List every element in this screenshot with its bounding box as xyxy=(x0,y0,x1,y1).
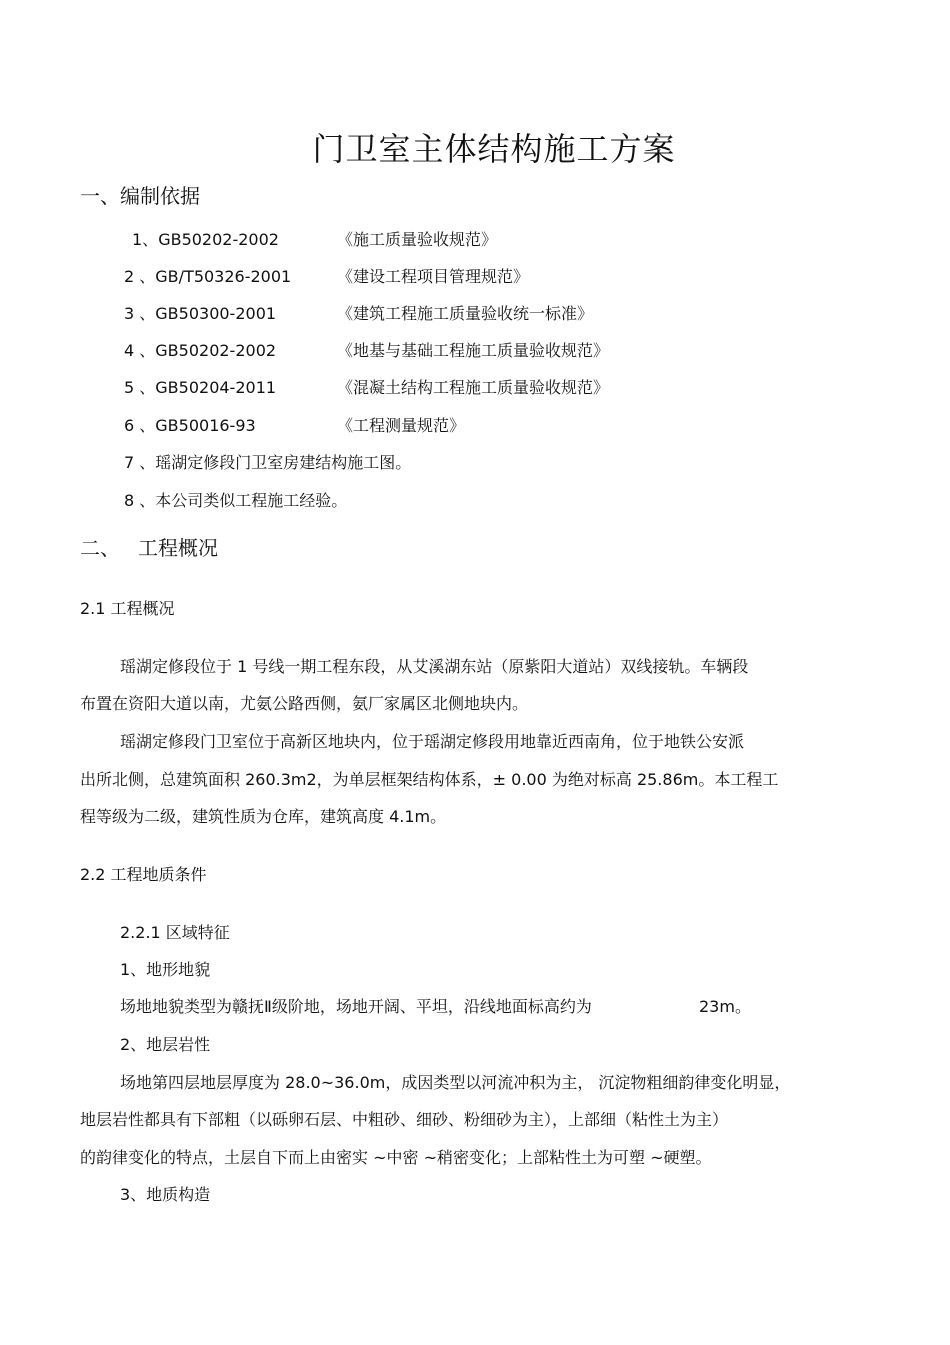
paragraph-line: 出所北侧，总建筑面积 260.3m2，为单层框架结构体系，± 0.00 为绝对标高 25.86m。本工程工 xyxy=(80,770,779,789)
ref-item-5 xyxy=(124,375,276,398)
ref-name: 《施工质量验收规范》 xyxy=(337,230,498,249)
ref-item-6 xyxy=(124,413,256,436)
paragraph-line: 程等级为二级，建筑性质为仓库，建筑高度 4.1m。 xyxy=(80,807,447,826)
paragraph-line: 场地第四层地层厚度为 28.0~36.0m，成因类型以河流冲积为主， 沉淀物粗细韵律变化明显， xyxy=(120,1073,791,1092)
ref-number: 3 、 xyxy=(124,304,156,323)
ref-name: 《混凝土结构工程施工质量验收规范》 xyxy=(337,378,610,397)
ref-item-2 xyxy=(124,264,291,287)
ref-code: GB50016-93 xyxy=(155,416,256,435)
section-2-heading-number: 二、 xyxy=(80,536,120,560)
list-item-title: 2、地层岩性 xyxy=(120,1035,211,1054)
ref-code: GB50204-2011 xyxy=(155,378,277,397)
ref-code: GB50202-2002 xyxy=(155,341,277,360)
ref-name: 《工程测量规范》 xyxy=(337,416,466,435)
ref-name: 《建设工程项目管理规范》 xyxy=(337,267,530,286)
subsection-2-2-1-heading: 2.2.1 区域特征 xyxy=(120,923,230,942)
list-item-title: 3、地质构造 xyxy=(120,1185,211,1204)
ref-name: 《建筑工程施工质量验收统一标准》 xyxy=(337,304,594,323)
list-item-title: 1、地形地貌 xyxy=(120,960,211,979)
paragraph-line: 瑶湖定修段位于 1 号线一期工程东段，从艾溪湖东站（原紫阳大道站）双线接轨。车辆段 xyxy=(120,657,749,676)
ref-number: 6 、 xyxy=(124,416,156,435)
section-2-heading: 工程概况 xyxy=(138,536,218,560)
ref-code: GB50300-2001 xyxy=(155,304,277,323)
ref-number: 5 、 xyxy=(124,378,156,397)
paragraph-line: 地层岩性都具有下部粗（以砾卵石层、中粗砂、细砂、粉细砂为主），上部细（粘性土为主） xyxy=(80,1110,729,1129)
ref-item-3 xyxy=(124,301,276,324)
subsection-2-2-heading: 2.2 工程地质条件 xyxy=(80,865,207,884)
paragraph-line: 瑶湖定修段门卫室位于高新区地块内，位于瑶湖定修段用地靠近西南角，位于地铁公安派 xyxy=(120,732,745,751)
ref-item-7: 7 、瑶湖定修段门卫室房建结构施工图。 xyxy=(124,453,412,472)
document-title: 门卫室主体结构施工方案 xyxy=(312,130,676,168)
ref-number: 2 、 xyxy=(124,267,156,286)
paragraph-value: 23m。 xyxy=(699,997,751,1016)
subsection-2-1-heading: 2.1 工程概况 xyxy=(80,599,175,618)
ref-item-4 xyxy=(124,338,276,361)
ref-item-8: 8 、本公司类似工程施工经验。 xyxy=(124,491,348,510)
ref-number: 4 、 xyxy=(124,341,156,360)
section-1-heading: 一、编制依据 xyxy=(80,184,200,208)
paragraph-line: 场地地貌类型为赣抚Ⅱ级阶地，场地开阔、平坦，沿线地面标高约为 xyxy=(120,997,592,1016)
ref-name: 《地基与基础工程施工质量验收规范》 xyxy=(337,341,610,360)
ref-number: 1、 xyxy=(132,230,159,249)
ref-item-1 xyxy=(132,227,279,250)
paragraph-line: 的韵律变化的特点，土层自下而上由密实 ~中密 ~稍密变化；上部粘性土为可塑 ~硬塑。 xyxy=(80,1148,712,1167)
ref-code: GB50202-2002 xyxy=(158,230,279,249)
paragraph-line: 布置在资阳大道以南，尤氨公路西侧，氨厂家属区北侧地块内。 xyxy=(80,694,529,713)
ref-code: GB/T50326-2001 xyxy=(155,267,292,286)
